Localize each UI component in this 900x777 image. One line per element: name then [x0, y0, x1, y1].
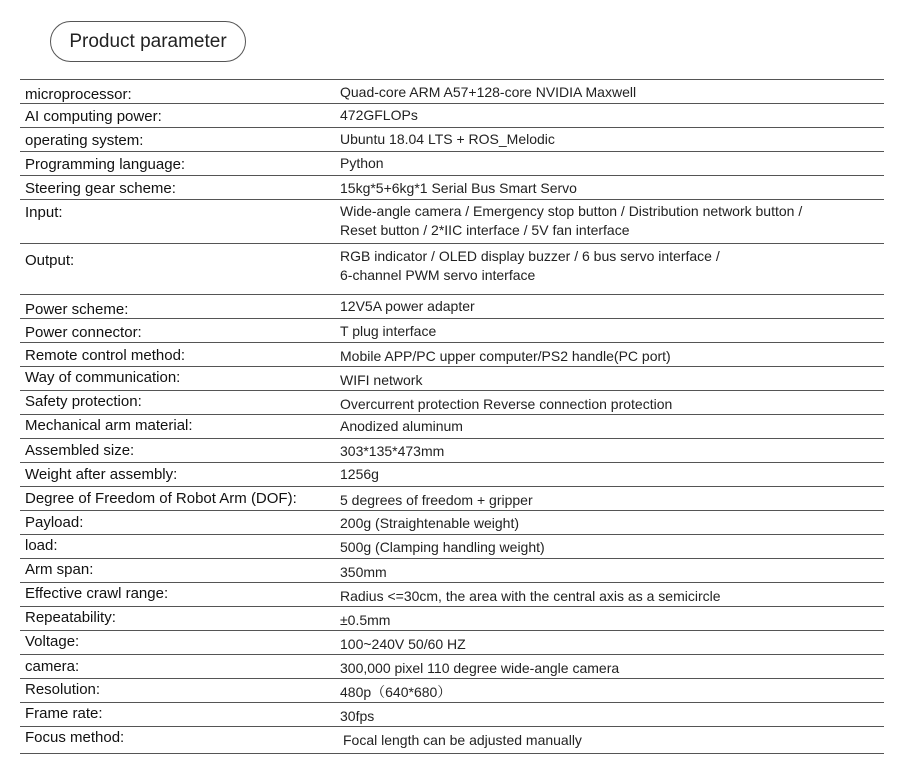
param-value: ±0.5mm: [340, 612, 391, 628]
param-label: Effective crawl range:: [25, 585, 169, 602]
table-row: [20, 152, 884, 176]
table-row: [20, 439, 884, 463]
param-label: Frame rate:: [25, 705, 103, 722]
param-label: Input:: [25, 204, 63, 221]
param-value: 500g (Clamping handling weight): [340, 539, 545, 555]
table-row: [20, 583, 884, 607]
param-value: 100~240V 50/60 HZ: [340, 636, 466, 652]
param-value: Ubuntu 18.04 LTS + ROS_Melodic: [340, 131, 555, 147]
table-row: [20, 535, 884, 559]
param-value: 480p（640*680）: [340, 684, 452, 700]
table-row: [20, 655, 884, 679]
param-value: Anodized aluminum: [340, 418, 463, 434]
param-value: Overcurrent protection Reverse connection protection: [340, 396, 673, 412]
param-label: Repeatability:: [25, 609, 116, 626]
param-value: Focal length can be adjusted manually: [343, 732, 582, 748]
param-value: T plug interface: [340, 323, 437, 339]
param-label: Resolution:: [25, 681, 101, 698]
param-value: RGB indicator / OLED display buzzer / 6 bus servo interface / 6-channel PWM servo interface: [340, 248, 720, 283]
table-row: [20, 80, 884, 104]
table-row: [20, 463, 884, 487]
param-label: Steering gear scheme:: [25, 180, 176, 197]
param-label: Way of communication:: [25, 369, 181, 386]
param-label: load:: [25, 537, 58, 554]
table-row: [20, 104, 884, 128]
table-row: [20, 631, 884, 655]
table-row: [20, 367, 884, 391]
param-label: Safety protection:: [25, 393, 142, 410]
param-value: 200g (Straightenable weight): [340, 515, 520, 531]
param-value: 30fps: [340, 708, 375, 724]
param-label: operating system:: [25, 132, 144, 149]
param-label: Focus method:: [25, 729, 125, 746]
param-label: Mechanical arm material:: [25, 417, 193, 434]
param-value: Mobile APP/PC upper computer/PS2 handle(PC port): [340, 348, 671, 364]
param-label: Degree of Freedom of Robot Arm (DOF):: [25, 490, 297, 507]
param-value: Python: [340, 155, 384, 171]
table-row: [20, 487, 884, 511]
param-value: 5 degrees of freedom + gripper: [340, 492, 533, 508]
param-label: Weight after assembly:: [25, 466, 178, 483]
table-row: [20, 244, 884, 295]
param-value: Radius <=30cm, the area with the central axis as a semicircle: [340, 588, 721, 604]
param-value: 15kg*5+6kg*1 Serial Bus Smart Servo: [340, 180, 577, 196]
param-label: Output:: [25, 252, 75, 269]
param-label: camera:: [25, 658, 80, 675]
param-value: Quad-core ARM A57+128-core NVIDIA Maxwell: [340, 84, 637, 100]
table-row: [20, 200, 884, 244]
table-row: [20, 176, 884, 200]
table-row: [20, 415, 884, 439]
param-value: 303*135*473mm: [340, 443, 445, 459]
param-value: 300,000 pixel 110 degree wide-angle camera: [340, 660, 620, 676]
table-row: [20, 343, 884, 367]
param-label: Payload:: [25, 514, 84, 531]
table-row: [20, 727, 884, 754]
table-row: [20, 295, 884, 319]
table-row: [20, 128, 884, 152]
table-row: [20, 391, 884, 415]
param-value: WIFI network: [340, 372, 423, 388]
param-value: 1256g: [340, 466, 379, 482]
table-row: [20, 559, 884, 583]
param-label: Remote control method:: [25, 347, 186, 364]
param-value: 472GFLOPs: [340, 107, 418, 123]
param-label: Power scheme:: [25, 301, 129, 318]
param-label: AI computing power:: [25, 108, 162, 125]
param-value: 12V5A power adapter: [340, 298, 475, 314]
table-row: [20, 703, 884, 727]
param-label: Programming language:: [25, 156, 186, 173]
param-label: Assembled size:: [25, 442, 135, 459]
table-row: [20, 679, 884, 703]
table-row: [20, 511, 884, 535]
parameter-table: [20, 79, 884, 754]
param-label: Voltage:: [25, 633, 80, 650]
param-label: microprocessor:: [25, 86, 132, 103]
param-label: Power connector:: [25, 324, 142, 341]
param-value: Wide-angle camera / Emergency stop button / Distribution network button / Reset button / 2*IIC interface / 5V fan interface: [340, 203, 803, 238]
param-label: Arm span:: [25, 561, 94, 578]
table-row: [20, 319, 884, 343]
table-row: [20, 607, 884, 631]
param-value: 350mm: [340, 564, 387, 580]
page-title: Product parameter: [50, 21, 246, 62]
